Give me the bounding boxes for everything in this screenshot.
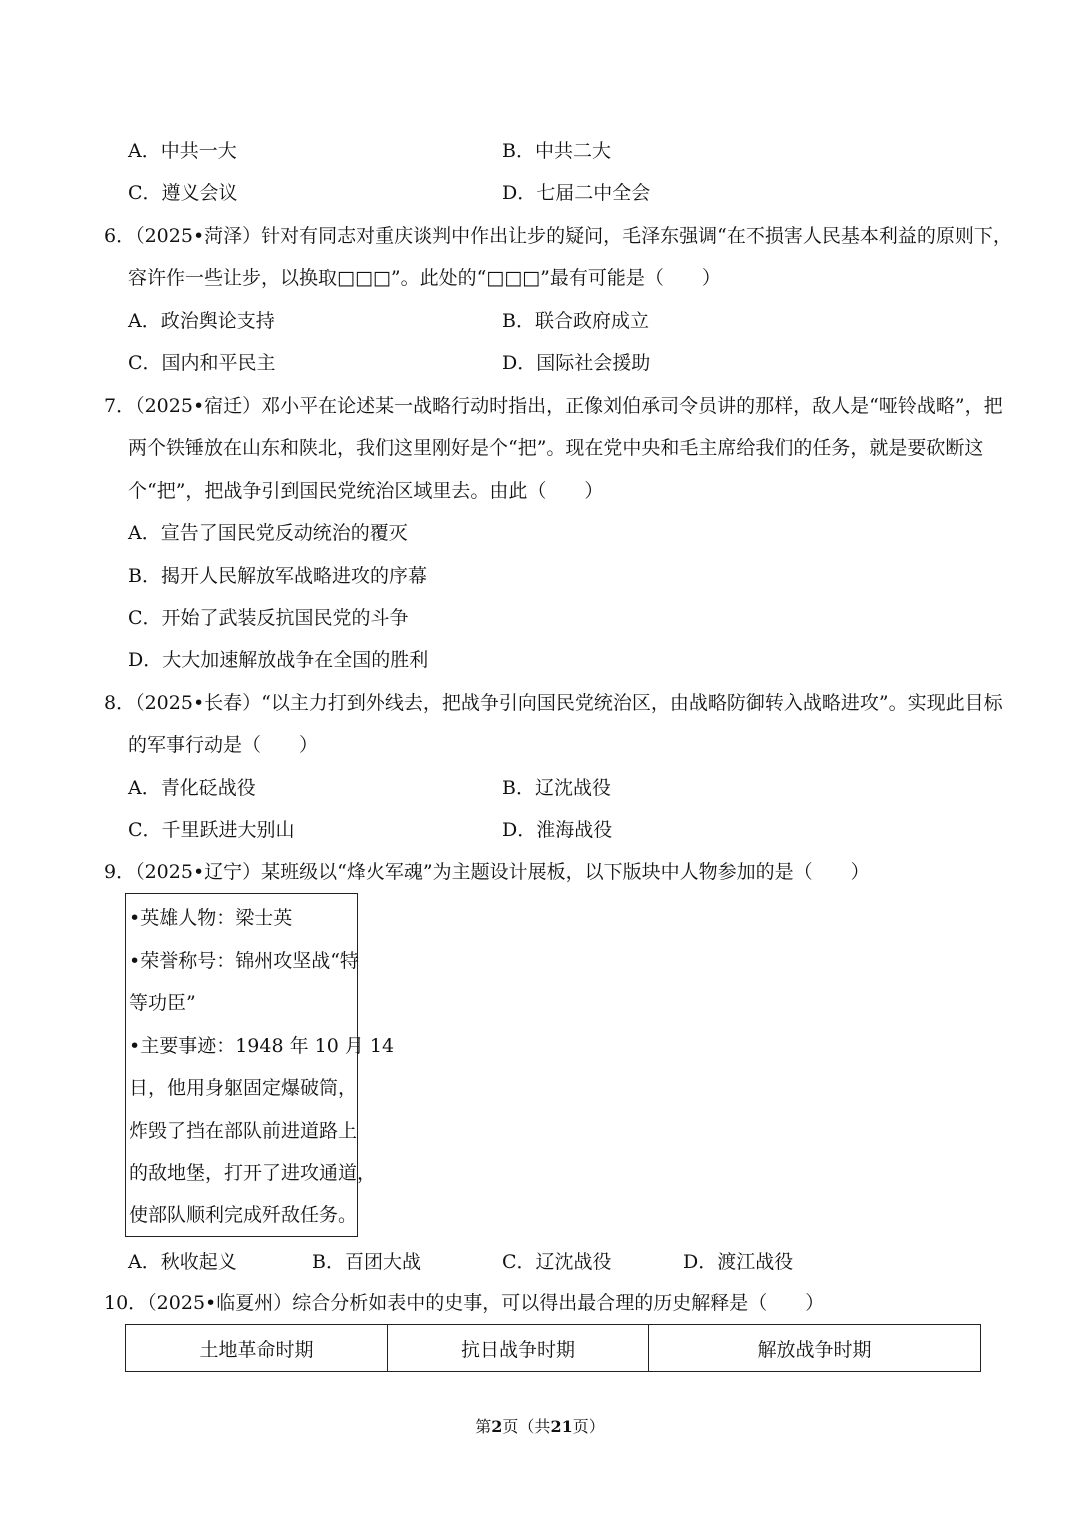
q9-box-line-4: •主要事迹：1948 年 10 月 14 xyxy=(129,1035,395,1057)
q8-option-b: B．辽沈战役 xyxy=(502,777,611,799)
q9-option-d: D．渡江战役 xyxy=(683,1251,794,1273)
q10-stem: 10．（2025•临夏州）综合分析如表中的史事，可以得出最合理的历史解释是（ ） xyxy=(104,1292,825,1314)
q10-history-table xyxy=(125,1324,981,1372)
footer-mid: 页（共 xyxy=(502,1417,551,1436)
q9-option-b: B．百团大战 xyxy=(312,1251,421,1273)
q5-option-c: C．遵义会议 xyxy=(128,182,238,204)
q7-stem-line-2: 两个铁锤放在山东和陕北，我们这里刚好是个“把”。现在党中央和毛主席给我们的任务，就是要砍断这 xyxy=(128,437,984,459)
q9-box-line-2: •荣誉称号：锦州攻坚战“特 xyxy=(129,950,359,972)
q7-stem-line-3: 个“把”，把战争引到国民党统治区域里去。由此（ ） xyxy=(128,480,604,502)
q9-box-line-5: 日，他用身躯固定爆破筒， xyxy=(129,1077,358,1099)
table-header-land-revolution: 土地革命时期 xyxy=(126,1325,388,1372)
q5-option-d: D．七届二中全会 xyxy=(502,182,651,204)
footer-prefix: 第 xyxy=(475,1417,492,1436)
q7-option-a: A．宣告了国民党反动统治的覆灭 xyxy=(128,522,408,544)
q6-stem-line-2: 容许作一些让步，以换取□□□”。此处的“□□□”最有可能是（ ） xyxy=(128,267,721,289)
q9-box-line-3: 等功臣” xyxy=(129,992,196,1014)
q5-option-b: B．中共二大 xyxy=(502,140,611,162)
q6-stem-line-1: 6．（2025•菏泽）针对有同志对重庆谈判中作出让步的疑问，毛泽东强调“在不损害人民基本利益的原则下， xyxy=(104,225,1012,247)
q9-box-line-6: 炸毁了挡在部队前进道路上 xyxy=(129,1120,358,1142)
q9-stem: 9．（2025•辽宁）某班级以“烽火军魂”为主题设计展板，以下版块中人物参加的是（ ） xyxy=(104,861,870,883)
q7-stem-line-1: 7．（2025•宿迁）邓小平在论述某一战略行动时指出，正像刘伯承司令员讲的那样，敌人是“哑铃战略”，把 xyxy=(104,395,1003,417)
q9-box-line-1: •英雄人物：梁士英 xyxy=(129,907,293,929)
q6-option-a: A．政治舆论支持 xyxy=(128,310,275,332)
table-header-liberation-war: 解放战争时期 xyxy=(649,1325,981,1372)
q8-stem-line-2: 的军事行动是（ ） xyxy=(128,734,319,756)
q8-option-c: C．千里跃进大别山 xyxy=(128,819,295,841)
footer-suffix: 页） xyxy=(572,1417,605,1436)
q8-stem-line-1: 8．（2025•长春）“以主力打到外线去，把战争引向国民党统治区，由战略防御转入战略进攻”。实现此目标 xyxy=(104,692,1003,714)
q7-option-b: B．揭开人民解放军战略进攻的序幕 xyxy=(128,565,427,587)
table-row xyxy=(126,1325,981,1372)
q9-option-a: A．秋收起义 xyxy=(128,1251,237,1273)
q6-option-b: B．联合政府成立 xyxy=(502,310,649,332)
footer-total-pages: 21 xyxy=(550,1417,573,1436)
q7-option-d: D．大大加速解放战争在全国的胜利 xyxy=(128,649,429,671)
q7-option-c: C．开始了武装反抗国民党的斗争 xyxy=(128,607,409,629)
q5-option-a: A．中共一大 xyxy=(128,140,237,162)
footer-page-number: 2 xyxy=(491,1417,503,1436)
q6-option-c: C．国内和平民主 xyxy=(128,352,276,374)
q8-option-d: D．淮海战役 xyxy=(502,819,613,841)
table-header-anti-japanese-war: 抗日战争时期 xyxy=(388,1325,649,1372)
q6-option-d: D．国际社会援助 xyxy=(502,352,651,374)
page-footer xyxy=(0,1416,1080,1438)
q9-box-line-7: 的敌地堡，打开了进攻通道， xyxy=(129,1162,377,1184)
q8-option-a: A．青化砭战役 xyxy=(128,777,256,799)
q9-box-line-8: 使部队顺利完成歼敌任务。 xyxy=(129,1204,358,1226)
q9-option-c: C．辽沈战役 xyxy=(502,1251,612,1273)
q9-info-box xyxy=(125,893,395,1237)
